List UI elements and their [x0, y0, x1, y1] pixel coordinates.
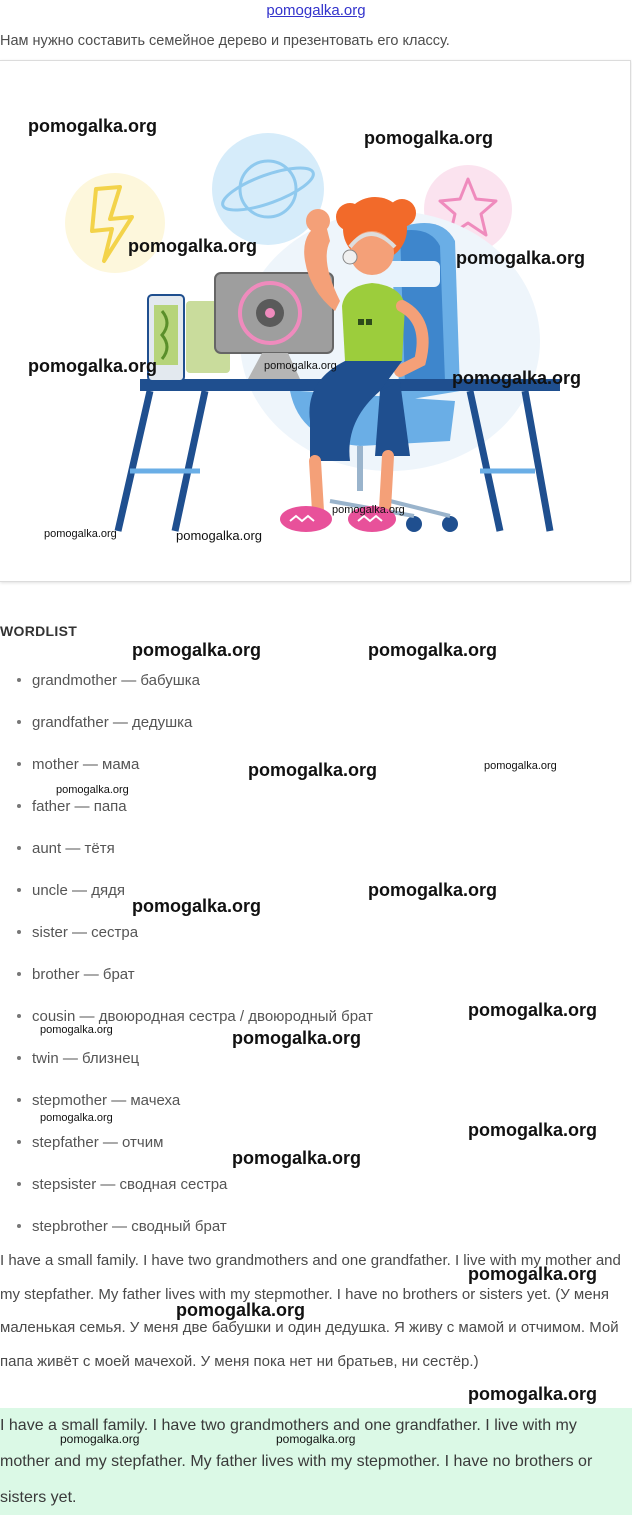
watermark: pomogalka.org — [248, 760, 378, 780]
watermark: pomogalka.org — [232, 1148, 362, 1168]
bullet-icon — [17, 804, 21, 808]
watermark: pomogalka.org — [484, 760, 557, 772]
watermark: pomogalka.org — [132, 640, 262, 660]
watermark: pomogalka.org — [264, 360, 337, 372]
watermark: pomogalka.org — [176, 528, 262, 543]
list-item: uncle — дядя — [0, 882, 125, 922]
list-item: stepfather — отчим — [0, 1134, 163, 1174]
watermark: pomogalka.org — [40, 1112, 113, 1124]
watermark: pomogalka.org — [56, 784, 129, 796]
list-item: sister — сестра — [0, 924, 138, 964]
list-item: twin — близнец — [0, 1050, 139, 1090]
list-item: aunt — тётя — [0, 840, 115, 880]
bullet-icon — [17, 762, 21, 766]
watermark: pomogalka.org — [232, 1028, 362, 1048]
list-item: brother — брат — [0, 966, 135, 1006]
bullet-icon — [17, 888, 21, 892]
intro-text: Нам нужно составить семейное дерево и презентовать его классу. — [0, 33, 450, 49]
watermark: pomogalka.org — [364, 128, 494, 148]
bullet-icon — [17, 930, 21, 934]
watermark: pomogalka.org — [468, 1120, 598, 1140]
bullet-icon — [17, 1182, 21, 1186]
list-item: grandmother — бабушка — [0, 672, 200, 712]
watermark: pomogalka.org — [28, 116, 158, 136]
watermark: pomogalka.org — [452, 368, 582, 388]
watermark: pomogalka.org — [132, 896, 262, 916]
list-item: stepmother — мачеха — [0, 1092, 180, 1132]
bullet-icon — [17, 1098, 21, 1102]
watermark: pomogalka.org — [468, 1000, 598, 1020]
watermark: pomogalka.org — [128, 236, 258, 256]
watermark: pomogalka.org — [468, 1264, 598, 1284]
watermark: pomogalka.org — [368, 640, 498, 660]
watermark: pomogalka.org — [332, 504, 405, 516]
watermark: pomogalka.org — [468, 1384, 598, 1404]
watermark: pomogalka.org — [60, 1432, 140, 1446]
watermark: pomogalka.org — [28, 356, 158, 376]
watermark: pomogalka.org — [176, 1300, 306, 1320]
list-item: stepsister — сводная сестра — [0, 1176, 227, 1216]
story-paragraph: I have a small family. I have two grandmothers and one grandfather. I live with my mother and my stepfather. My father lives with my stepmother. I have no brothers or sisters yet. (У меня маленькая семья. У меня две бабушки и один дедушка. Я живу с мамой и отчимом. Мой папа живёт с моей мачехой. У меня пока нет ни братьев, ни сестёр.) — [0, 1252, 621, 1370]
list-item: grandfather — дедушка — [0, 714, 192, 754]
watermark: pomogalka.org — [368, 880, 498, 900]
watermark: pomogalka.org — [44, 528, 117, 540]
list-item: mother — мама — [0, 756, 139, 796]
watermark: pomogalka.org — [276, 1432, 356, 1446]
bullet-icon — [17, 678, 21, 682]
bullet-icon — [17, 972, 21, 976]
site-link[interactable]: pomogalka.org — [266, 2, 366, 19]
bullet-icon — [17, 720, 21, 724]
bullet-icon — [17, 1140, 21, 1144]
watermark: pomogalka.org — [456, 248, 586, 268]
bullet-icon — [17, 846, 21, 850]
list-item: father — папа — [0, 798, 127, 838]
list-item: stepbrother — сводный брат — [0, 1218, 227, 1258]
bullet-icon — [17, 1014, 21, 1018]
watermark: pomogalka.org — [40, 1024, 113, 1036]
answer-box: I have a small family. I have two grandmothers and one grandfather. I live with my mother and my stepfather. My father lives with my stepmother. I have no brothers or sisters yet. — [0, 1408, 632, 1515]
bullet-icon — [17, 1224, 21, 1228]
gamer-illustration — [0, 60, 631, 582]
wordlist-title: WORDLIST — [0, 623, 78, 639]
bullet-icon — [17, 1056, 21, 1060]
list-item: cousin — двоюродная сестра / двоюродный брат — [0, 1008, 373, 1048]
